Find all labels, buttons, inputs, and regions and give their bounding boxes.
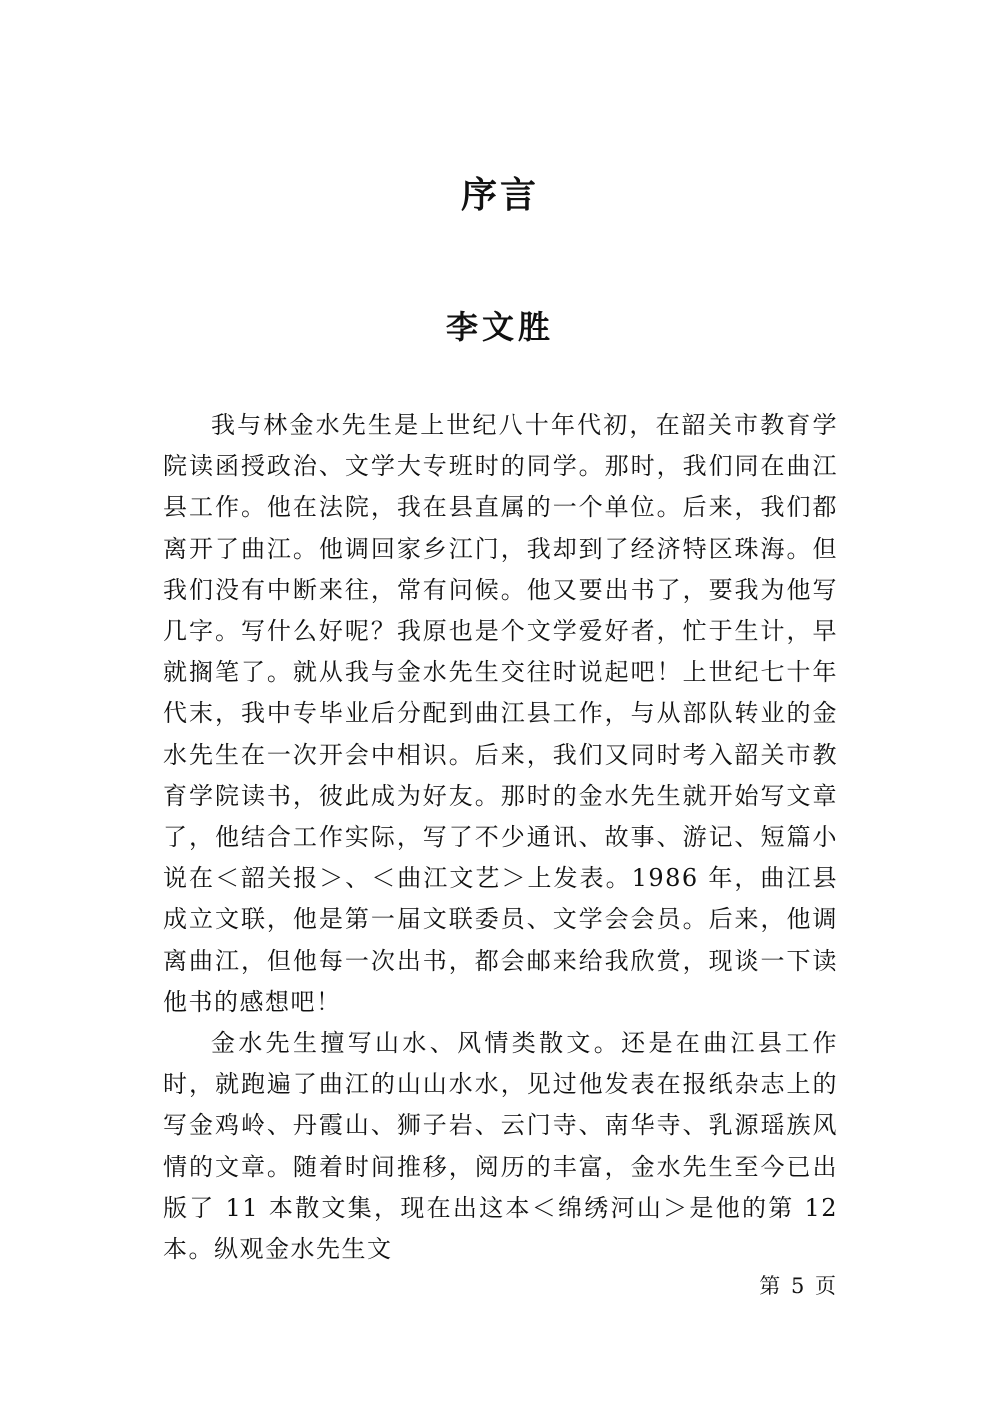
document-title: 序言 bbox=[460, 175, 539, 216]
body-text bbox=[163, 405, 838, 1270]
page-number: 第 5 页 bbox=[759, 1274, 838, 1298]
paragraph-2: 金水先生擅写山水、风情类散文。还是在曲江县工作时，就跑遍了曲江的山山水水，见过他发表在报纸杂志上的写金鸡岭、丹霞山、狮子岩、云门寺、南华寺、乳源瑶族风情的文章。随着时间推移，阅历的丰富，金水先生至今已出版了 11 本散文集，现在出这本＜绵绣河山＞是他的第 12 本。纵观金水先生文 bbox=[163, 1029, 838, 1264]
author-name: 李文胜 bbox=[445, 308, 554, 346]
paragraph-1: 我与林金水先生是上世纪八十年代初，在韶关市教育学院读函授政治、文学大专班时的同学。那时，我们同在曲江县工作。他在法院，我在县直属的一个单位。后来，我们都离开了曲江。他调回家乡江门，我却到了经济特区珠海。但我们没有中断来往，常有问候。他又要出书了，要我为他写几字。写什么好呢？我原也是个文学爱好者，忙于生计，早就搁笔了。就从我与金水先生交往时说起吧！上世纪七十年代末，我中专毕业后分配到曲江县工作，与从部队转业的金水先生在一次开会中相识。后来，我们又同时考入韶关市教育学院读书，彼此成为好友。那时的金水先生就开始写文章了，他结合工作实际，写了不少通讯、故事、游记、短篇小说在＜韶关报＞、＜曲江文艺＞上发表。1986 年，曲江县成立文联，他是第一届文联委员、文学会会员。后来，他调离曲江，但他每一次出书，都会邮来给我欣赏，现谈一下读他书的感想吧！ bbox=[163, 411, 838, 1016]
